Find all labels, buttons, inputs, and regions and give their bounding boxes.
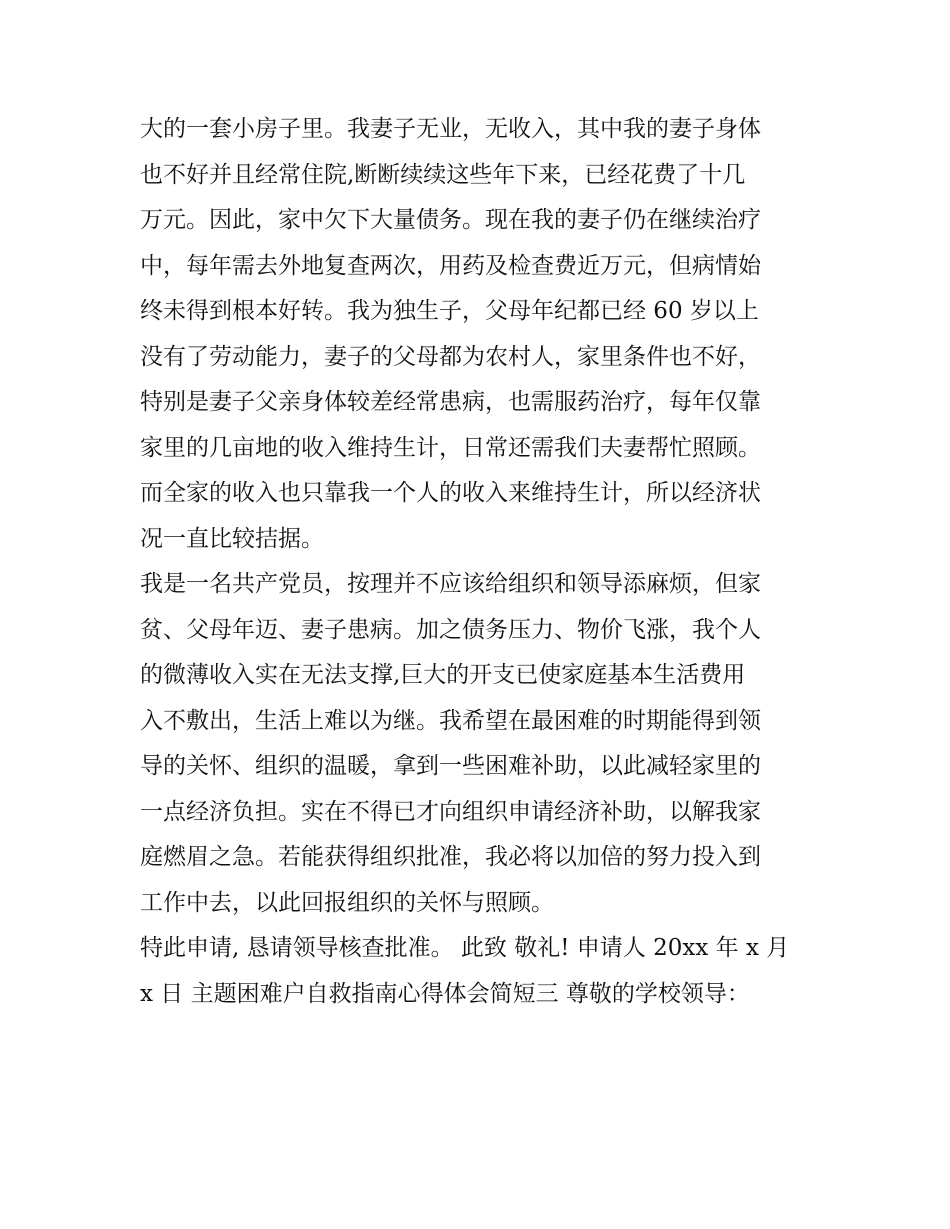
document-body xyxy=(140,107,820,1017)
text-line: 况一直比较拮据。 xyxy=(140,525,324,552)
text-line: 工作中去，以此回报组织的关怀与照顾。 xyxy=(140,889,554,916)
text-line: 没有了劳动能力，妻子的父母都为农村人，家里条件也不好， xyxy=(140,343,761,370)
text-line: 特别是妻子父亲身体较差经常患病，也需服药治疗，每年仅靠 xyxy=(140,389,761,415)
text-line: 我是一名共产党员，按理并不应该给组织和领导添麻烦，但家 xyxy=(140,571,761,597)
text-line: 庭燃眉之急。若能获得组织批准，我必将以加倍的努力投入到 xyxy=(140,844,761,870)
text-line: 大的一套小房子里。我妻子无业，无收入，其中我的妻子身体 xyxy=(140,116,761,142)
text-line: 特此申请, 恳请领导核查批准。 此致 敬礼! 申请人 20xx 年 x 月 xyxy=(140,935,790,961)
text-line: 也不好并且经常住院,断断续续这些年下来，已经花费了十几 xyxy=(140,161,746,188)
text-line: 而全家的收入也只靠我一个人的收入来维持生计，所以经济状 xyxy=(140,480,761,506)
text-line: x 日 主题困难户自救指南心得体会简短三 尊敬的学校领导： xyxy=(140,980,750,1007)
text-line: 贫、父母年迈、妻子患病。加之债务压力、物价飞涨，我个人 xyxy=(140,616,761,643)
text-line: 入不敷出，生活上难以为继。我希望在最困难的时期能得到领 xyxy=(140,707,761,734)
text-line: 一点经济负担。实在不得已才向组织申请经济补助，以解我家 xyxy=(140,798,761,825)
text-line: 的微薄收入实在无法支撑,巨大的开支已使家庭基本生活费用 xyxy=(140,662,746,688)
text-line: 终未得到根本好转。我为独生子，父母年纪都已经 60 岁以上 xyxy=(140,298,759,324)
text-line: 中，每年需去外地复查两次，用药及检查费近万元，但病情始 xyxy=(140,252,761,279)
text-line: 家里的几亩地的收入维持生计，日常还需我们夫妻帮忙照顾。 xyxy=(140,434,761,461)
text-line: 导的关怀、组织的温暖，拿到一些困难补助，以此减轻家里的 xyxy=(140,753,761,779)
text-line: 万元。因此，家中欠下大量债务。现在我的妻子仍在继续治疗 xyxy=(140,207,761,233)
